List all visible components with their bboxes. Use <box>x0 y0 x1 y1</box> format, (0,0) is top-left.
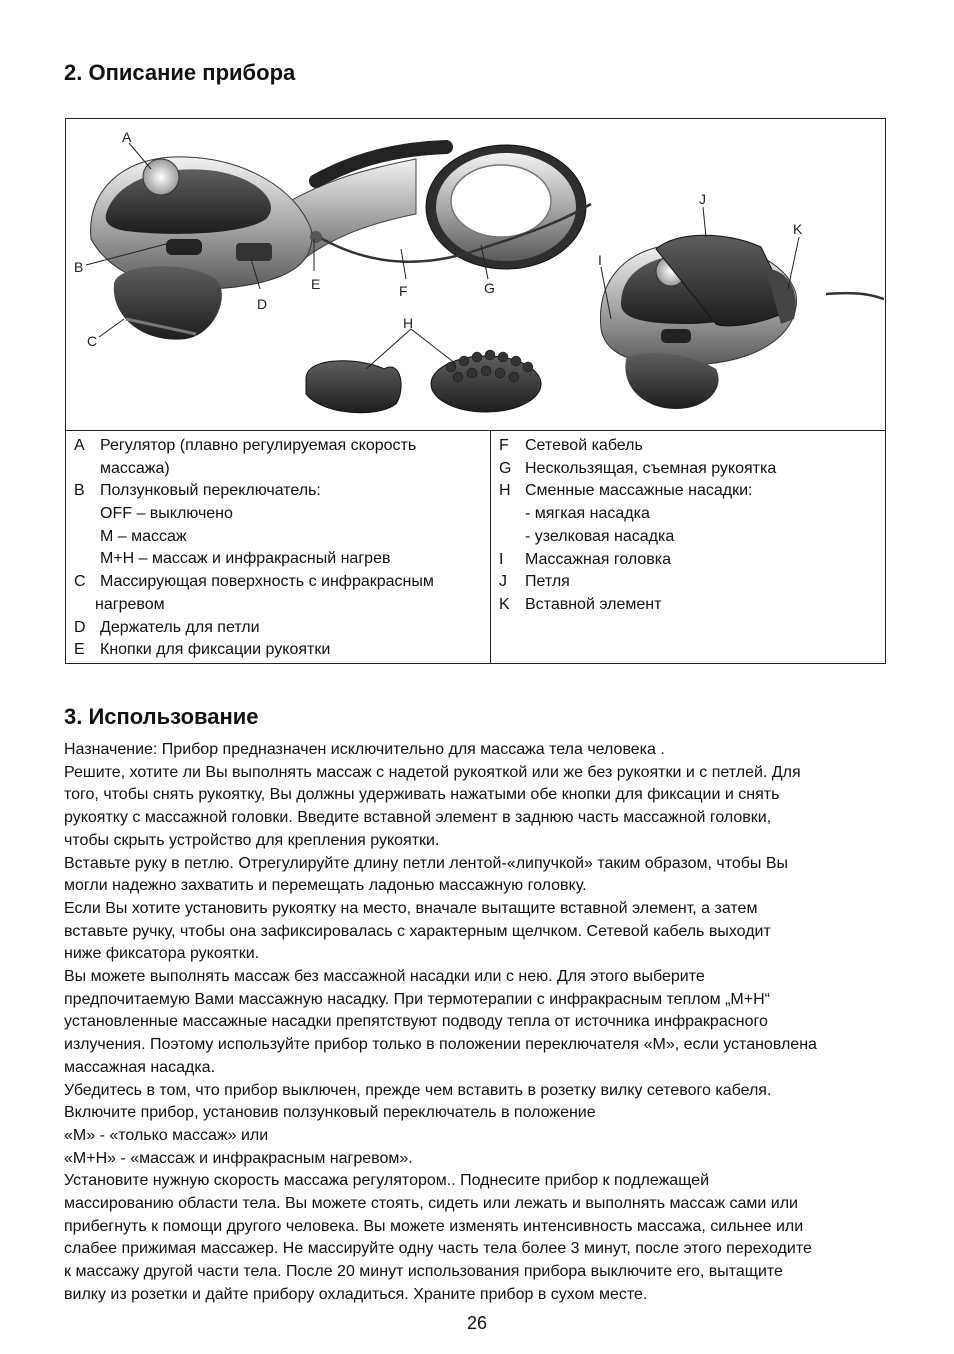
section-title-description: 2. Описание прибора <box>64 60 296 85</box>
body-line: предпочитаемую Вами массажную насадку. При термотерапии с инфракрасным теплом „M+H“ <box>64 990 770 1008</box>
legend-text: Кнопки для фиксации рукоятки <box>100 641 331 659</box>
body-line: Убедитесь в том, что прибор выключен, прежде чем вставить в розетку вилку сетевого кабеля. <box>64 1081 772 1099</box>
callout-k: K <box>793 221 803 237</box>
callout-d: D <box>257 296 268 312</box>
legend-text: Массирующая поверхность с инфракрасным <box>100 573 434 591</box>
callout-f: F <box>399 283 408 299</box>
body-line: слабее прижимая массажер. Не массируйте одну часть тела более 3 минут, после этого переходите <box>64 1240 812 1258</box>
body-line: массажная насадка. <box>64 1058 216 1076</box>
legend-letter: J <box>499 573 507 591</box>
legend-text: Массажная головка <box>525 550 672 568</box>
body-line: того, чтобы снять рукоятку, Вы должны удерживать нажатыми обе кнопки для фиксации и снять <box>64 786 780 804</box>
body-line: вилку из розетки и дайте прибору охладиться. Храните прибор в сухом месте. <box>64 1285 648 1303</box>
legend-letter: D <box>74 618 86 636</box>
legend-text: M+H – массаж и инфракрасный нагрев <box>100 550 391 568</box>
callout-e: E <box>311 276 321 292</box>
main-massager <box>91 145 591 340</box>
legend-text: Петля <box>525 573 570 591</box>
body-line: чтобы скрыть устройство для крепления рукоятки. <box>64 831 440 849</box>
legend-text: M – массаж <box>100 527 187 545</box>
legend-letter: H <box>499 482 511 500</box>
body-line: Включите прибор, установив ползунковый переключатель в положение <box>64 1104 596 1122</box>
callout-a: A <box>122 129 132 145</box>
legend-text: массажа) <box>100 459 170 477</box>
legend-text: - мягкая насадка <box>525 505 650 523</box>
body-line: вставьте ручку, чтобы она зафиксировалась с характерным щелчком. Сетевой кабель выходит <box>64 922 771 940</box>
section-title-usage: 3. Использование <box>64 704 259 729</box>
legend-letter: C <box>74 573 86 591</box>
page-number: 26 <box>466 1313 488 1333</box>
body-line: массированию области тела. Вы можете стоять, сидеть или лежать и выполнять массаж сами или <box>64 1195 798 1213</box>
legend-letter: F <box>499 437 509 454</box>
parts-legend-table <box>66 430 885 664</box>
legend-letter: B <box>74 482 85 500</box>
legend-column-left <box>66 431 491 664</box>
legend-text: - узелковая насадка <box>525 527 675 545</box>
legend-text: Нескользящая, съемная рукоятка <box>525 459 777 477</box>
legend-letter: A <box>74 437 85 454</box>
legend-column-right <box>491 431 885 664</box>
legend-text: Ползунковый переключатель: <box>100 482 321 500</box>
body-line: излучения. Поэтому используйте прибор только в положении переключателя «M», если установлена <box>64 1036 817 1054</box>
body-line: Вставьте руку в петлю. Отрегулируйте длину петли лентой-«липучкой» таким образом, чтобы Вы <box>64 854 789 872</box>
device-figure-box <box>65 118 886 664</box>
body-line: рукоятку с массажной головки. Введите вставной элемент в заднюю часть массажной головки, <box>64 809 772 827</box>
body-line: Назначение: Прибор предназначен исключительно для массажа тела человека . <box>64 741 665 758</box>
body-line: Решите, хотите ли Вы выполнять массаж с надетой рукояткой или же без рукоятки и с петлей. Для <box>64 763 801 781</box>
body-line: Установите нужную скорость массажа регулятором.. Поднесите прибор к подлежащей <box>64 1172 710 1190</box>
body-line: Если Вы хотите установить рукоятку на место, вначале вытащите вставной элемент, а затем <box>64 899 758 917</box>
callout-i: I <box>598 252 602 268</box>
legend-text: Вставной элемент <box>525 595 662 613</box>
body-line: «M+H» - «массаж и инфракрасным нагревом». <box>64 1149 413 1167</box>
callout-c: C <box>87 333 98 349</box>
legend-text: нагревом <box>95 595 165 613</box>
callout-j: J <box>699 191 706 207</box>
body-line: установленные массажные насадки препятствуют подводу тепла от источника инфракрасного <box>64 1013 768 1031</box>
loop-massager <box>600 235 884 409</box>
body-line: Вы можете выполнять массаж без массажной насадки или с нею. Для этого выберите <box>64 968 705 986</box>
callout-h: H <box>403 315 414 331</box>
legend-letter: K <box>499 595 510 613</box>
legend-text: Сетевой кабель <box>525 437 643 454</box>
legend-text: OFF – выключено <box>100 505 233 523</box>
legend-letter: I <box>499 550 504 568</box>
legend-text: Регулятор (плавно регулируемая скорость <box>100 437 417 454</box>
device-illustration <box>66 119 885 430</box>
massager-drawing <box>66 119 885 430</box>
body-line: «M» - «только массаж» или <box>64 1126 269 1144</box>
legend-text: Сменные массажные насадки: <box>525 482 753 500</box>
body-line: к массажу другой части тела. После 20 минут использования прибора выключите его, вытащите <box>64 1263 783 1281</box>
callout-g: G <box>484 280 495 296</box>
legend-letter: E <box>74 641 85 659</box>
legend-letter: G <box>499 459 512 477</box>
body-line: ниже фиксатора рукоятки. <box>64 945 260 963</box>
body-line: могли надежно захватить и перемещать ладонью массажную головку. <box>64 877 587 895</box>
legend-text: Держатель для петли <box>100 618 260 636</box>
body-line: прибегнуть к помощи другого человека. Вы можете изменять интенсивность массажа, сильнее или <box>64 1217 804 1235</box>
massage-attachments <box>306 350 541 413</box>
usage-body-text <box>64 739 894 1307</box>
callout-b: B <box>74 259 84 275</box>
